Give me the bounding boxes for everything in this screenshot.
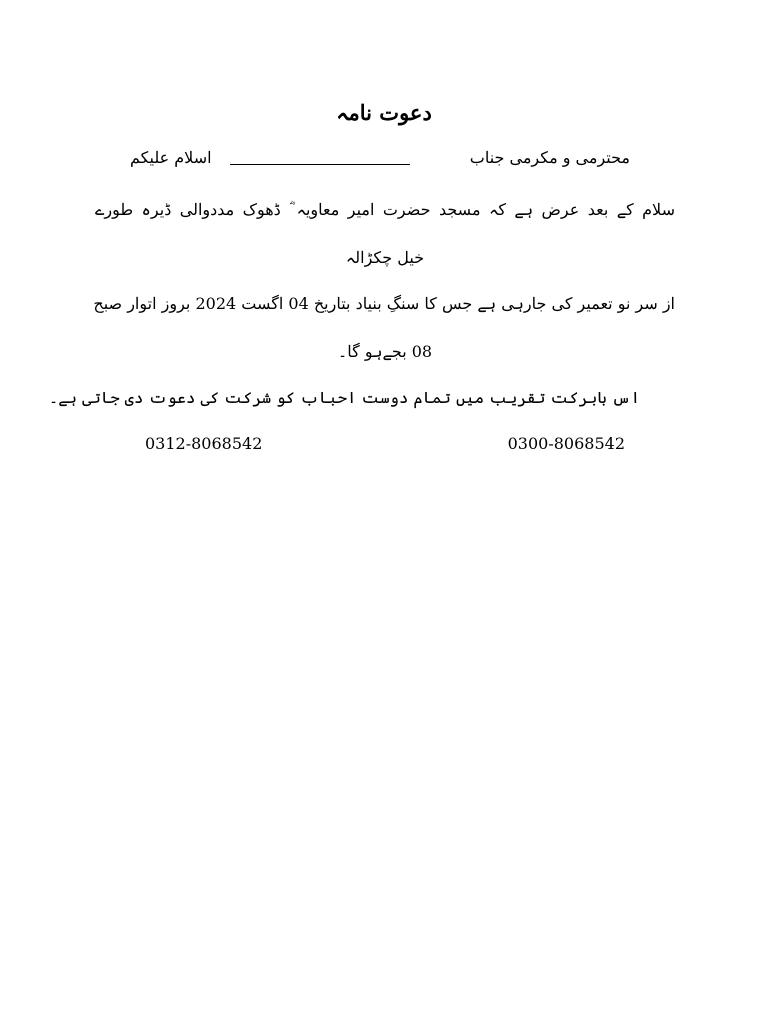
body-line-2: خیل چکڑالہ xyxy=(345,248,425,267)
contact-numbers xyxy=(145,434,625,458)
salutation-respect: محترمی و مکرمی جناب xyxy=(469,148,630,167)
phone-number-right: 0300-8068542 xyxy=(507,434,625,453)
body-line-5: اس بابرکت تقریب میں تمام دوست احباب کو شرکت کی دعوت دی جاتی ہے۔ xyxy=(48,388,640,407)
body-line-3: از سر نو تعمیر کی جارہی ہے جس کا سنگِ بنیاد بتاریخ 04 اگست 2024 بروز اتوار صبح xyxy=(93,294,675,313)
body-line-4: 08 بجےہو گا۔ xyxy=(337,342,433,361)
body-line-1: سلام کے بعد عرض ہے کہ مسجد حضرت امیر معاویہ ؓ ڈھوک مددوالی ڈیرہ طورے xyxy=(95,200,675,219)
invitation-title: دعوت نامہ xyxy=(336,100,432,125)
name-blank-line xyxy=(230,164,410,165)
phone-number-left: 0312-8068542 xyxy=(145,434,263,453)
salutation-line xyxy=(130,146,630,176)
salutation-greeting: اسلام علیکم xyxy=(130,148,212,167)
